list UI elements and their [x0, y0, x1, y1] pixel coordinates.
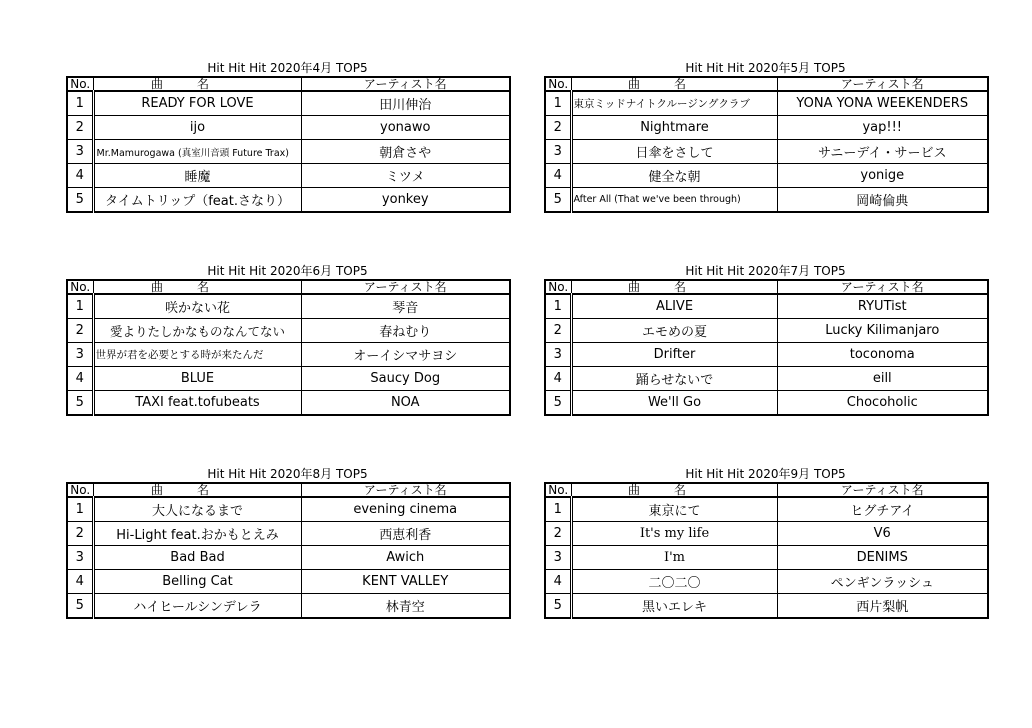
artist-cell: 林青空 — [301, 594, 510, 619]
table-row — [67, 343, 510, 367]
header-row — [67, 77, 510, 91]
rank-cell: 4 — [545, 367, 571, 391]
song-cell: 日傘をさして — [571, 140, 777, 164]
chart-block-august — [66, 467, 509, 619]
song-cell: READY FOR LOVE — [93, 91, 301, 116]
table-row — [67, 570, 510, 594]
table-row — [545, 570, 988, 594]
song-cell: 東京ミッドナイトクルージングクラブ — [571, 91, 777, 116]
artist-cell: 西片梨帆 — [777, 594, 988, 619]
artist-cell: toconoma — [777, 343, 988, 367]
header-artist: アーティスト名 — [777, 77, 988, 91]
song-cell: Hi-Light feat.おかもとえみ — [93, 522, 301, 546]
rank-cell: 2 — [67, 116, 93, 140]
table-row — [67, 546, 510, 570]
header-no: No. — [545, 483, 571, 497]
header-no: No. — [67, 483, 93, 497]
artist-cell: Chocoholic — [777, 391, 988, 416]
rank-cell: 1 — [545, 91, 571, 116]
artist-cell: eill — [777, 367, 988, 391]
song-cell: ijo — [93, 116, 301, 140]
chart-title: Hit Hit Hit 2020年4月 TOP5 — [207, 61, 368, 75]
artist-cell: KENT VALLEY — [301, 570, 510, 594]
rank-cell: 1 — [545, 294, 571, 319]
rank-cell: 3 — [67, 546, 93, 570]
song-cell: TAXI feat.tofubeats — [93, 391, 301, 416]
chart-block-june — [66, 264, 509, 416]
rank-cell: 2 — [545, 319, 571, 343]
header-artist: アーティスト名 — [777, 483, 988, 497]
artist-cell: YONA YONA WEEKENDERS — [777, 91, 988, 116]
chart-block-july — [544, 264, 987, 416]
table-row — [67, 522, 510, 546]
header-no: No. — [545, 280, 571, 294]
song-cell: I'm — [571, 546, 777, 570]
artist-cell: yonawo — [301, 116, 510, 140]
header-row — [67, 280, 510, 294]
artist-cell: ミツメ — [301, 164, 510, 188]
rank-cell: 3 — [545, 140, 571, 164]
table-row — [67, 497, 510, 522]
rank-cell: 1 — [67, 294, 93, 319]
table-row — [545, 497, 988, 522]
artist-cell: 岡崎倫典 — [777, 188, 988, 213]
song-cell: It's my life — [571, 522, 777, 546]
artist-cell: yap!!! — [777, 116, 988, 140]
artist-cell: 西恵利香 — [301, 522, 510, 546]
rank-cell: 5 — [545, 594, 571, 619]
song-cell: Nightmare — [571, 116, 777, 140]
header-song: 曲名 — [93, 280, 301, 294]
table-row — [545, 594, 988, 619]
ranking-table — [544, 482, 989, 619]
table-row — [545, 522, 988, 546]
header-no: No. — [67, 77, 93, 91]
artist-cell: サニーデイ・サービス — [777, 140, 988, 164]
rank-cell: 4 — [67, 570, 93, 594]
rank-cell: 1 — [67, 91, 93, 116]
ranking-table — [544, 76, 989, 213]
table-row — [67, 294, 510, 319]
artist-cell: yonkey — [301, 188, 510, 213]
table-row — [545, 343, 988, 367]
artist-cell: Awich — [301, 546, 510, 570]
chart-title: Hit Hit Hit 2020年9月 TOP5 — [685, 467, 846, 481]
song-cell: 二〇二〇 — [571, 570, 777, 594]
header-song: 曲名 — [571, 77, 777, 91]
table-row — [545, 319, 988, 343]
table-row — [67, 594, 510, 619]
rank-cell: 4 — [545, 164, 571, 188]
chart-title: Hit Hit Hit 2020年5月 TOP5 — [685, 61, 846, 75]
rank-cell: 3 — [67, 140, 93, 164]
artist-cell: ペンギンラッシュ — [777, 570, 988, 594]
ranking-table — [66, 279, 511, 416]
rank-cell: 2 — [545, 116, 571, 140]
rank-cell: 4 — [67, 367, 93, 391]
chart-title: Hit Hit Hit 2020年6月 TOP5 — [207, 264, 368, 278]
header-row — [545, 483, 988, 497]
table-row — [67, 140, 510, 164]
chart-title: Hit Hit Hit 2020年8月 TOP5 — [207, 467, 368, 481]
header-no: No. — [545, 77, 571, 91]
song-cell: 咲かない花 — [93, 294, 301, 319]
song-cell: We'll Go — [571, 391, 777, 416]
table-row — [67, 164, 510, 188]
song-cell: Drifter — [571, 343, 777, 367]
song-cell: 健全な朝 — [571, 164, 777, 188]
artist-cell: NOA — [301, 391, 510, 416]
header-row — [67, 483, 510, 497]
artist-cell: evening cinema — [301, 497, 510, 522]
artist-cell: V6 — [777, 522, 988, 546]
artist-cell: DENIMS — [777, 546, 988, 570]
rank-cell: 3 — [545, 343, 571, 367]
table-row — [545, 294, 988, 319]
chart-block-may — [544, 61, 987, 213]
header-row — [545, 280, 988, 294]
rank-cell: 4 — [545, 570, 571, 594]
table-row — [545, 140, 988, 164]
rank-cell: 1 — [67, 497, 93, 522]
artist-cell: ヒグチアイ — [777, 497, 988, 522]
rank-cell: 5 — [67, 594, 93, 619]
artist-cell: 田川伸治 — [301, 91, 510, 116]
header-song: 曲名 — [93, 77, 301, 91]
header-song: 曲名 — [571, 280, 777, 294]
rank-cell: 3 — [545, 546, 571, 570]
song-cell: 大人になるまで — [93, 497, 301, 522]
rank-cell: 5 — [545, 188, 571, 213]
song-cell: 睡魔 — [93, 164, 301, 188]
song-cell: 愛よりたしかなものなんてない — [93, 319, 301, 343]
header-artist: アーティスト名 — [301, 77, 510, 91]
header-no: No. — [67, 280, 93, 294]
song-cell: Bad Bad — [93, 546, 301, 570]
table-row — [545, 116, 988, 140]
artist-cell: RYUTist — [777, 294, 988, 319]
artist-cell: Lucky Kilimanjaro — [777, 319, 988, 343]
song-cell: 踊らせないで — [571, 367, 777, 391]
song-cell: After All (That we've been through) — [571, 188, 777, 213]
table-row — [545, 546, 988, 570]
header-artist: アーティスト名 — [301, 483, 510, 497]
chart-title: Hit Hit Hit 2020年7月 TOP5 — [685, 264, 846, 278]
table-row — [67, 391, 510, 416]
song-cell: タイムトリップ（feat.さなり） — [93, 188, 301, 213]
rank-cell: 3 — [67, 343, 93, 367]
chart-block-september — [544, 467, 987, 619]
rank-cell: 4 — [67, 164, 93, 188]
rank-cell: 5 — [67, 391, 93, 416]
song-cell: 世界が君を必要とする時が来たんだ — [93, 343, 301, 367]
song-cell: Belling Cat — [93, 570, 301, 594]
song-cell: ALIVE — [571, 294, 777, 319]
song-cell: ハイヒールシンデレラ — [93, 594, 301, 619]
table-row — [67, 188, 510, 213]
table-row — [67, 116, 510, 140]
artist-cell: yonige — [777, 164, 988, 188]
song-cell: 東京にて — [571, 497, 777, 522]
ranking-table — [66, 76, 511, 213]
table-row — [545, 367, 988, 391]
header-song: 曲名 — [93, 483, 301, 497]
ranking-table — [66, 482, 511, 619]
rank-cell: 2 — [67, 319, 93, 343]
table-row — [67, 367, 510, 391]
artist-cell: 朝倉さや — [301, 140, 510, 164]
song-cell: エモめの夏 — [571, 319, 777, 343]
artist-cell: Saucy Dog — [301, 367, 510, 391]
header-row — [545, 77, 988, 91]
table-row — [545, 164, 988, 188]
song-cell: Mr.Mamurogawa (真室川音頭 Future Trax) — [93, 140, 301, 164]
table-row — [67, 319, 510, 343]
table-row — [545, 391, 988, 416]
song-cell: 黒いエレキ — [571, 594, 777, 619]
artist-cell: オーイシマサヨシ — [301, 343, 510, 367]
table-row — [545, 188, 988, 213]
ranking-table — [544, 279, 989, 416]
rank-cell: 2 — [67, 522, 93, 546]
song-cell: BLUE — [93, 367, 301, 391]
header-artist: アーティスト名 — [301, 280, 510, 294]
table-row — [67, 91, 510, 116]
artist-cell: 琴音 — [301, 294, 510, 319]
rank-cell: 2 — [545, 522, 571, 546]
rank-cell: 1 — [545, 497, 571, 522]
header-song: 曲名 — [571, 483, 777, 497]
rank-cell: 5 — [67, 188, 93, 213]
rank-cell: 5 — [545, 391, 571, 416]
table-row — [545, 91, 988, 116]
chart-block-april — [66, 61, 509, 213]
artist-cell: 春ねむり — [301, 319, 510, 343]
header-artist: アーティスト名 — [777, 280, 988, 294]
